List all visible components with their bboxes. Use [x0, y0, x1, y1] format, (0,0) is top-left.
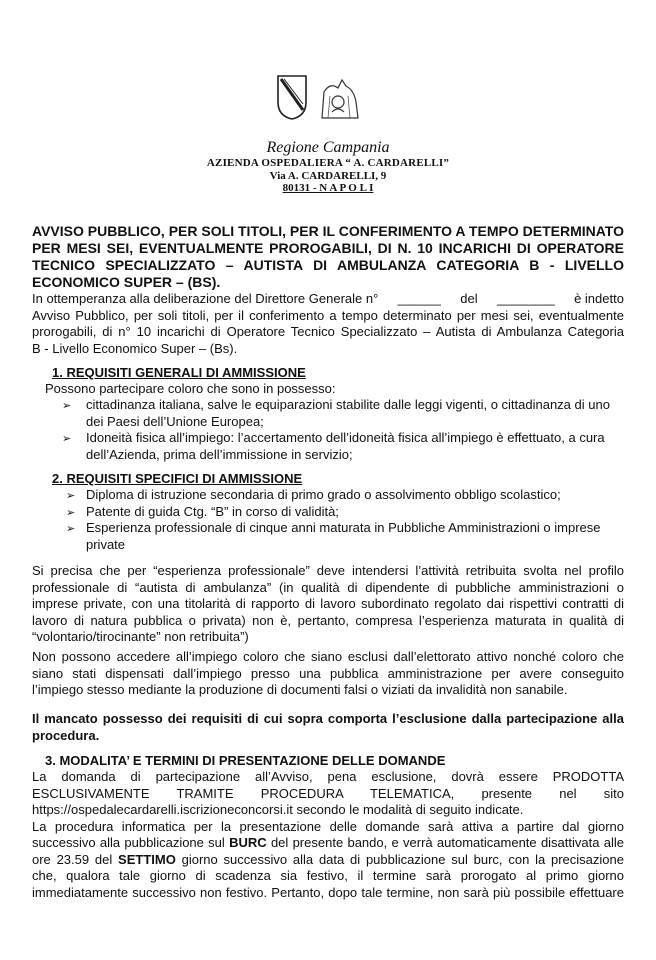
section-3-line: ESCLUSIVAMENTE TRAMITE PROCEDURA TELEMATICA, presente nel sito — [32, 785, 624, 801]
hospital-city: 80131 - N A P O L I — [282, 182, 374, 194]
text-run: ore 23.59 del — [32, 851, 119, 867]
campania-shield-icon — [278, 76, 306, 119]
experience-paragraph — [32, 563, 624, 646]
title-line: PER MESI SEI, EVENTUALMENTE PROROGABILI, DI N. 10 INCARICHI DI OPERATORE — [32, 240, 624, 256]
notice-title — [32, 223, 624, 291]
intro-text: In ottemperanza alla deliberazione del Direttore Generale n° — [32, 291, 379, 306]
arrow-bullet-icon: ➢ — [66, 490, 76, 502]
list-item — [62, 430, 624, 463]
arrow-bullet-icon: ➢ — [62, 400, 72, 412]
regione-campania-logo — [272, 72, 362, 120]
list-item-text: private — [86, 536, 126, 552]
paragraph-line: imprese private, con una titolarità di rapporto di lavoro subordinato regolato dai rispettivi contratti di — [32, 596, 624, 611]
section-3-line — [32, 852, 624, 869]
title-line: AVVISO PUBBLICO, PER SOLI TITOLI, PER IL CONFERIMENTO A TEMPO DETERMINATO — [32, 223, 624, 239]
list-item-text: Idoneità fisica all’impiego: l’accertamento dell’idoneità fisica all’impiego è effettuato, a cura — [86, 430, 605, 445]
title-line: ECONOMICO SUPER – (BS). — [32, 274, 221, 290]
list-item-text: Diploma di istruzione secondaria di primo grado o assolvimento obbligo scolastico; — [86, 487, 561, 502]
arrow-bullet-icon: ➢ — [66, 506, 76, 519]
exclusion-notice — [32, 711, 624, 744]
section-3-line: La domanda di partecipazione all’Avviso, pena esclusione, dovrà essere PRODOTTA — [32, 769, 624, 784]
section-3-line — [32, 835, 624, 852]
notice-line: Il mancato possesso dei requisiti di cui sopra comporta l’esclusione dalla partecipazione alla — [32, 711, 624, 726]
intro-line — [32, 291, 624, 308]
list-item — [66, 487, 624, 504]
paragraph-line: siano stati dispensati dall’impiego presso una pubblica amministrazione per avere conseguito — [32, 665, 624, 681]
arrow-bullet-icon: ➢ — [62, 433, 72, 445]
list-item-text: Patente di guida Ctg. “B” in corso di validità; — [86, 503, 339, 519]
list-item — [62, 397, 624, 430]
section-1-heading: 1. REQUISITI GENERALI DI AMMISSIONE — [52, 365, 306, 380]
cardarelli-emblem-icon — [322, 80, 358, 118]
text-run: del presente bando, e verrà automaticamente disattivata alle — [266, 835, 624, 850]
title-line: TECNICO SPECIALIZZATO – AUTISTA DI AMBULANZA CATEGORIA B - LIVELLO — [32, 257, 624, 273]
intro-paragraph — [32, 291, 624, 357]
hospital-name: AZIENDA OSPEDALIERA “ A. CARDARELLI” — [206, 157, 450, 169]
section-1-lead: Possono partecipare coloro che sono in possesso: — [45, 381, 336, 396]
delibera-date-blank: ________ — [496, 291, 555, 306]
hospital-address: Via A. CARDARELLI, 9 — [269, 170, 387, 182]
paragraph-line: Non possono accedere all’impiego coloro che siano esclusi dall’elettorato attivo nonché coloro che — [32, 649, 624, 664]
section-3-line: La procedura informatica per la presentazione delle domande sarà attiva a partire dal giorno — [32, 818, 624, 834]
paragraph-line: lavoro di natura pubblica o privata) non è, pertanto, compresa l’esperienza maturata in qualità di — [32, 612, 624, 628]
paragraph-line: professionale di “autista di ambulanza” (in qualità di dipendente di pubbliche amministrazioni o — [32, 579, 624, 595]
delibera-number-blank: ______ — [397, 291, 441, 306]
intro-indetto: è indetto — [574, 291, 624, 306]
notice-line: procedura. — [32, 727, 100, 743]
section-3-body — [32, 769, 624, 901]
paragraph-line: Si precisa che per “esperienza professionale” deve intendersi l’attività retribuita svolta nel profilo — [32, 563, 624, 578]
section-2-heading: 2. REQUISITI SPECIFICI DI AMMISSIONE — [52, 471, 303, 486]
settimo-bold: SETTIMO — [118, 851, 176, 867]
text-run: giorno successivo alla data di pubblicazione sul burc, con la precisazione — [175, 851, 624, 867]
text-run: successivo alla pubblicazione sul — [32, 835, 230, 850]
arrow-bullet-icon: ➢ — [66, 523, 76, 535]
intro-line: prorogabili, di n° 10 incarichi di Operatore Tecnico Specializzato – Autista di Ambulanza Categoria — [32, 324, 624, 339]
list-item — [66, 520, 624, 553]
region-name: Regione Campania — [266, 139, 390, 156]
list-item-text: dell’Azienda, prima dell’immissione in servizio; — [86, 446, 353, 462]
section-3-heading: 3. MODALITA’ E TERMINI DI PRESENTAZIONE DELLE DOMANDE — [45, 753, 446, 768]
section-3-line: immediatamente successivo non festivo. Pertanto, dopo tale termine, non sarà più possibile effettuare — [32, 884, 624, 900]
application-url: https://ospedalecardarelli.iscrizioneconcorsi.it secondo le modalità di seguito indicate. — [32, 802, 524, 817]
paragraph-line: l’impiego stesso mediante la produzione di documenti falsi o viziati da invalidità non sanabile. — [32, 682, 568, 697]
list-item — [66, 504, 624, 521]
burc-bold: BURC — [229, 835, 267, 850]
list-item-text: cittadinanza italiana, salve le equiparazioni stabilite dalle leggi vigenti, o cittadinanza di uno — [86, 397, 610, 412]
intro-line: B - Livello Economico Super – (Bs). — [32, 340, 238, 356]
exclusion-paragraph — [32, 649, 624, 699]
intro-line: Avviso Pubblico, per soli titoli, per il conferimento a tempo determinato per mesi sei, eventualmente — [32, 307, 624, 323]
intro-del: del — [460, 291, 478, 306]
list-item-text: Esperienza professionale di cinque anni maturata in Pubbliche Amministrazioni o imprese — [86, 520, 601, 535]
list-item-text: dei Paesi dell’Unione Europea; — [86, 413, 264, 429]
section-1-list — [62, 397, 624, 463]
section-3-line: che, qualora tale giorno di scadenza sia festivo, il termine sarà prorogato al primo giorno — [32, 868, 624, 883]
section-2-list — [66, 487, 624, 553]
paragraph-line: “volontario/tirocinante” non retribuita”) — [32, 629, 249, 644]
